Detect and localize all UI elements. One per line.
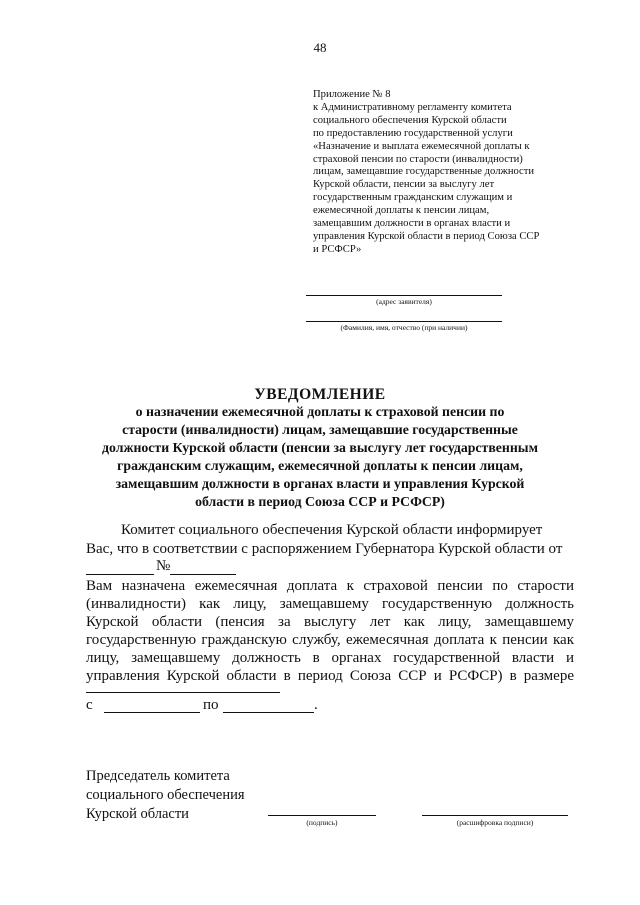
appendix-block <box>313 89 593 257</box>
appendix-line: ежемесячной доплаты к пенсии лицам, <box>313 205 490 217</box>
period-end: . <box>314 697 318 713</box>
subtitle-line: замещавшим должности в органах власти и управления Курской <box>115 476 525 491</box>
applicant-name-caption: (Фамилия, имя, отчество (при наличии) <box>340 323 468 332</box>
period-to-line[interactable] <box>223 712 314 713</box>
subtitle-line: о назначении ежемесячной доплаты к страховой пенсии по <box>135 404 505 419</box>
signature-line[interactable] <box>268 815 376 816</box>
appendix-line: замещавшим должности в органах власти и <box>313 218 511 230</box>
paragraph-line: (инвалидности) как лицу, замещавшему государственную должность <box>86 596 574 612</box>
appendix-line: лицам, замещавшие государственные должности <box>313 166 535 178</box>
period-to-label: по <box>203 697 219 713</box>
appendix-line: по предоставлению государственной услуги <box>313 127 513 139</box>
appendix-line: государственным гражданским служащим и <box>313 192 513 204</box>
body-line-informs: Комитет социального обеспечения Курской области информирует <box>121 522 543 538</box>
subtitle-line: должности Курской области (пенсии за выслугу лет государственным <box>102 440 538 455</box>
applicant-address-caption: (адрес заявителя) <box>376 297 432 306</box>
appendix-line: Приложение № 8 <box>313 89 391 100</box>
period-from-line[interactable] <box>104 712 200 713</box>
appendix-line: и РСФСР» <box>313 243 362 255</box>
subtitle-line: области в период Союза ССР и РСФСР) <box>195 494 445 509</box>
appendix-line: Курской области, пенсии за выслугу лет <box>313 179 495 191</box>
paragraph-line: государственную гражданскую службу, ежемесячная доплата к пенсии как <box>86 632 574 648</box>
paragraph-line: лицу, замещавшему должность в органах государственной власти и <box>86 650 574 666</box>
number-sign: № <box>156 558 171 574</box>
applicant-address-line[interactable] <box>306 295 502 296</box>
notice-title: УВЕДОМЛЕНИЕ <box>254 386 386 403</box>
appendix-line: социального обеспечения Курской области <box>313 114 507 126</box>
order-date-line[interactable] <box>86 574 154 575</box>
subtitle-line: старости (инвалидности) лицам, замещавшие государственные <box>122 422 518 437</box>
amount-line[interactable] <box>86 692 280 693</box>
subtitle-line: гражданским служащим, ежемесячной доплаты к пенсии лицам, <box>117 458 523 473</box>
notice-subtitle <box>80 403 560 511</box>
applicant-name-line[interactable] <box>306 321 502 322</box>
appendix-line: «Назначение и выплата ежемесячной доплаты к <box>313 140 530 152</box>
signature-decoding-caption: (расшифровка подписи) <box>456 818 534 827</box>
signer-line: Председатель комитета <box>86 768 230 784</box>
period-from-label: с <box>86 697 93 713</box>
signer-line: социального обеспечения <box>86 787 245 803</box>
signature-decoding-line[interactable] <box>422 815 568 816</box>
page-number: 48 <box>313 40 327 55</box>
order-number-line[interactable] <box>170 574 236 575</box>
paragraph-line: Курской области (пенсия за выслугу лет как лицу, замещавшему <box>86 614 574 630</box>
body-line-order: Вас, что в соответствии с распоряжением Губернатора Курской области от <box>86 541 563 557</box>
signer-line: Курской области <box>86 806 189 822</box>
signer-block <box>86 767 245 824</box>
appendix-line: управления Курской области в период Союза ССР <box>313 230 540 242</box>
signature-caption: (подпись) <box>306 818 338 827</box>
paragraph-line: Вам назначена ежемесячная доплата к страховой пенсии по старости <box>86 578 574 594</box>
appendix-line: страховой пенсии по старости (инвалидности) <box>313 153 523 165</box>
paragraph-line: управления Курской области в период Союза ССР и РСФСР) в размере <box>86 668 574 684</box>
appendix-line: к Административному регламенту комитета <box>313 101 512 113</box>
